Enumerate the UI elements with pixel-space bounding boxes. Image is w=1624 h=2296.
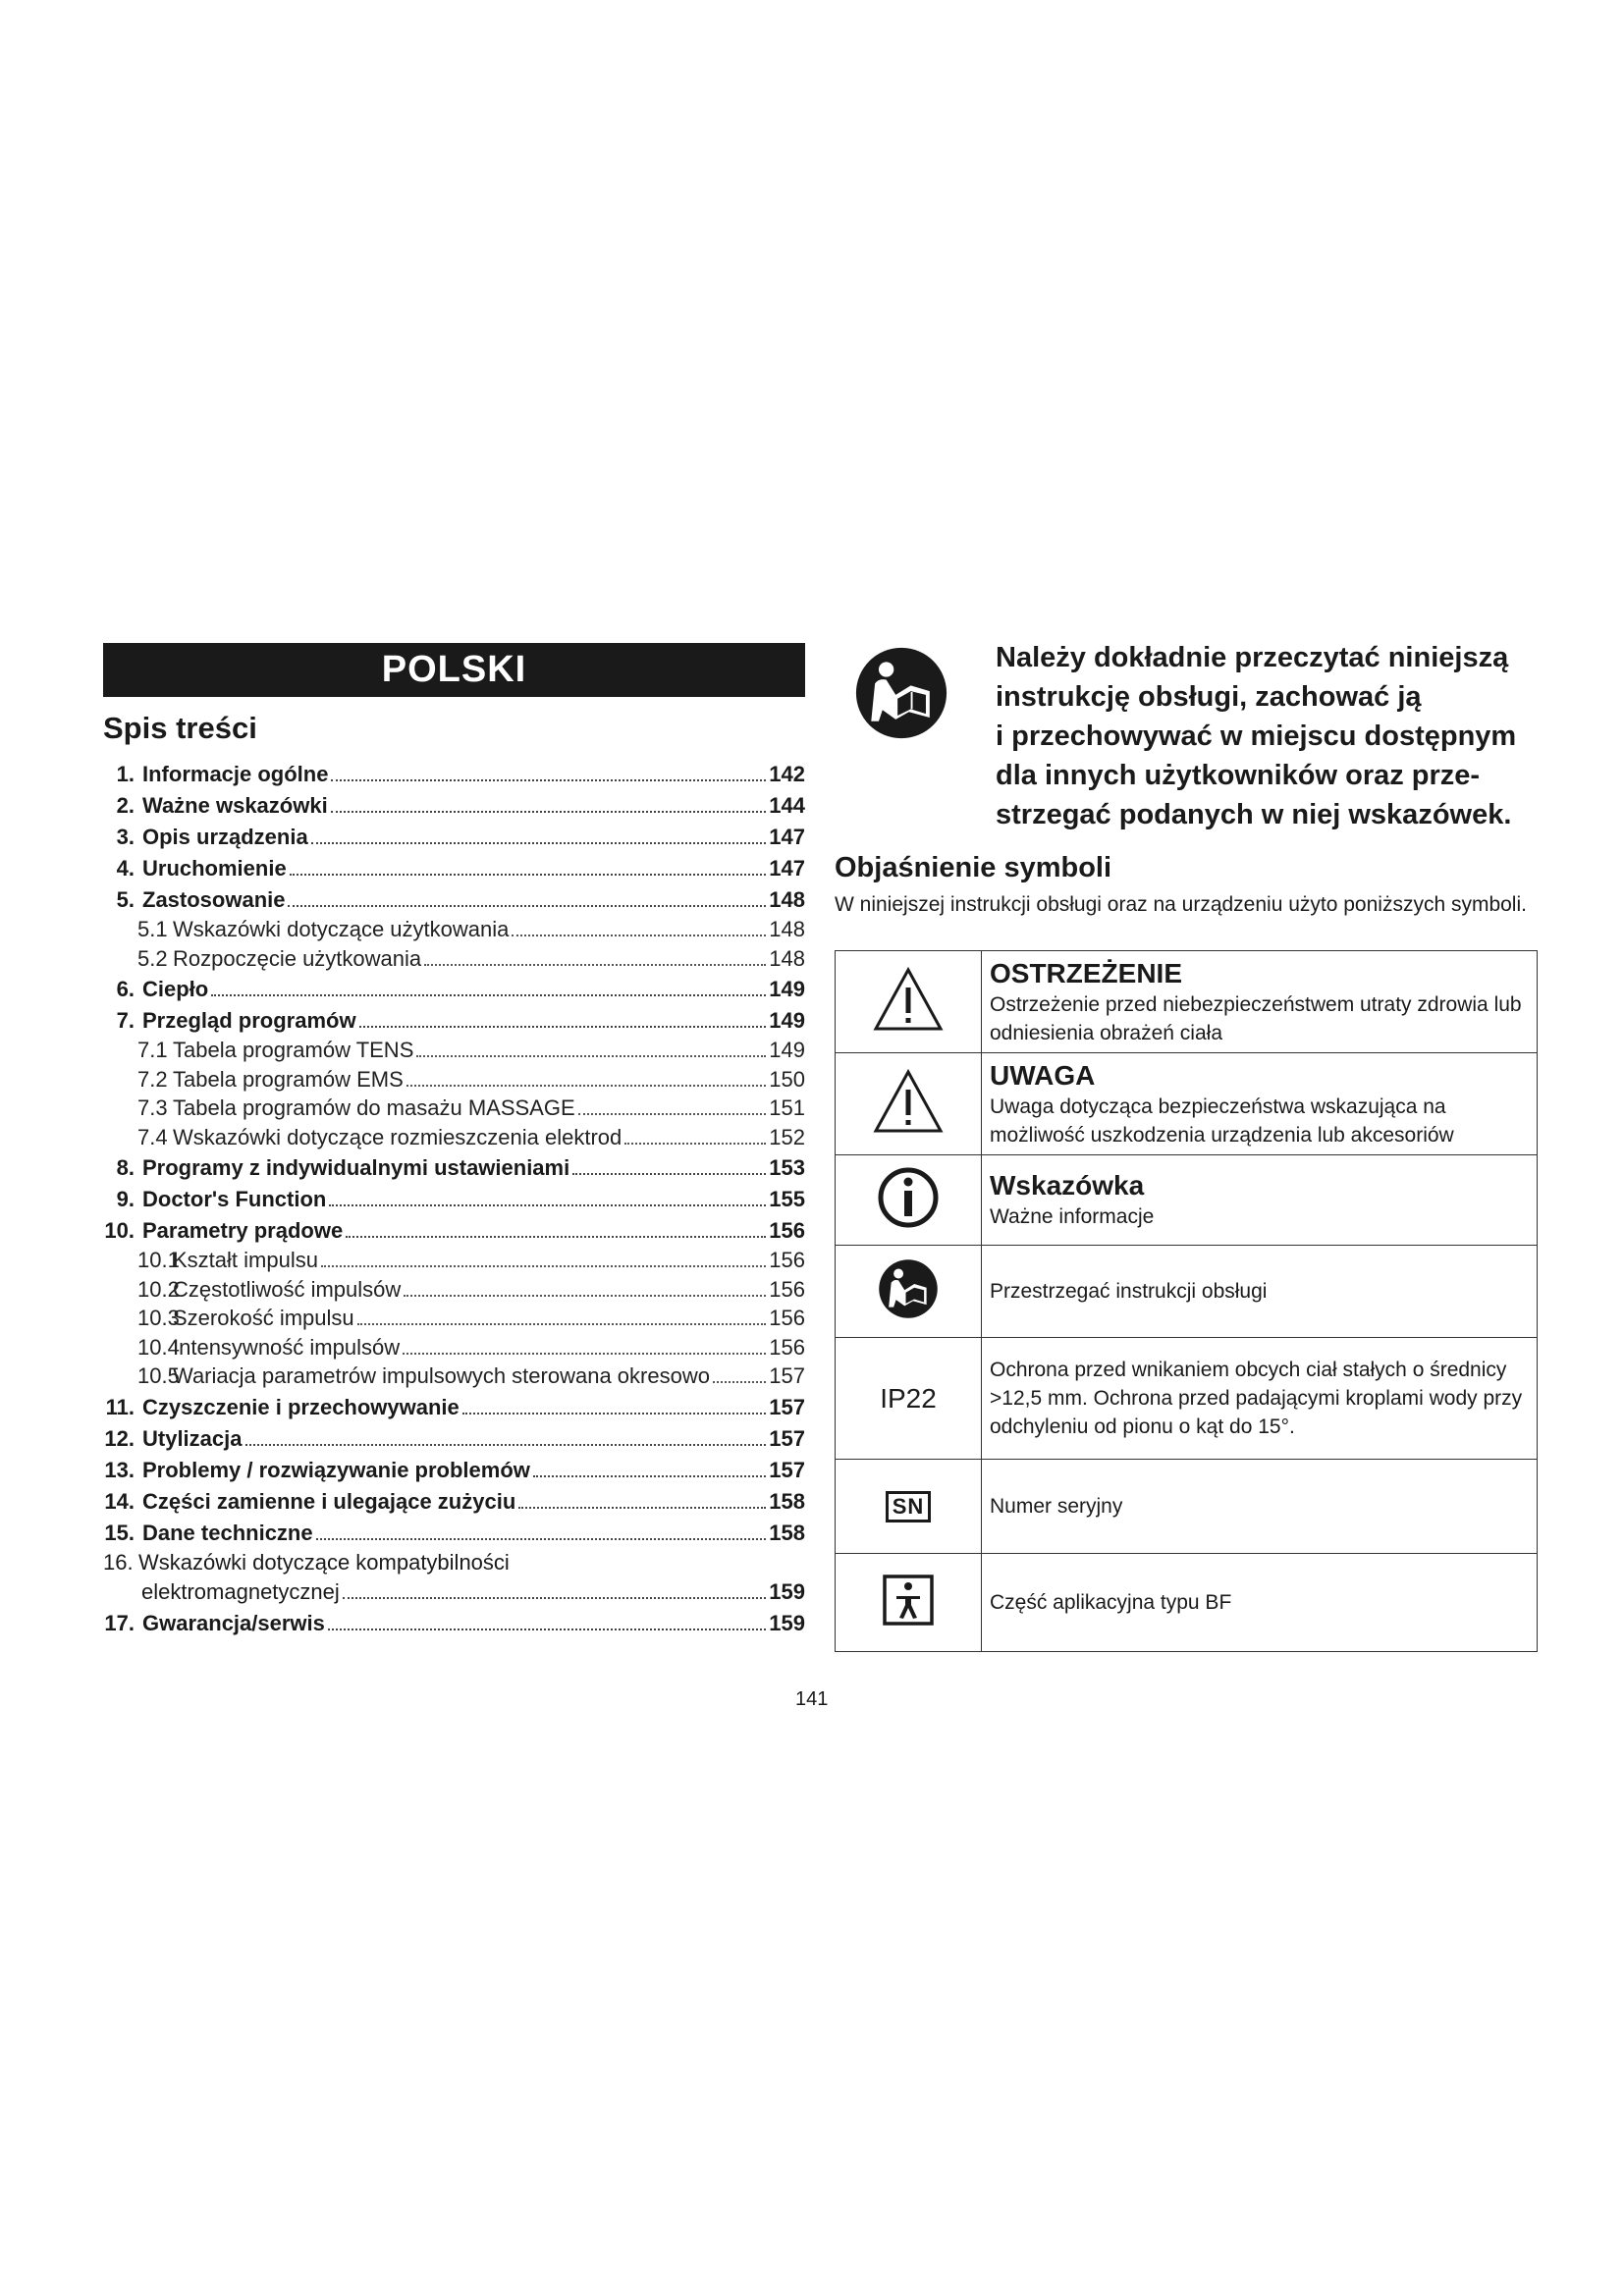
- read-manual-icon: [878, 1258, 939, 1319]
- symbol-text: Ostrzeżenie przed niebezpieczeństwem utraty zdrowia lub odniesienia obrażeń ciała: [990, 992, 1522, 1044]
- toc-page: 158: [769, 1488, 805, 1514]
- symbol-row: [836, 1338, 1538, 1460]
- toc-label: Uruchomienie: [142, 856, 287, 881]
- toc-item: [103, 760, 805, 789]
- toc-page: 157: [769, 1363, 805, 1388]
- toc-item: [103, 1216, 805, 1246]
- toc-item: [103, 885, 805, 915]
- toc-number: 7.: [116, 1008, 135, 1033]
- symbol-text: Ważne informacje: [990, 1205, 1155, 1228]
- warning-triangle-icon: [873, 966, 944, 1033]
- toc-item: [103, 1153, 805, 1183]
- toc-page: 142: [769, 762, 805, 786]
- toc-number: 8.: [116, 1155, 135, 1180]
- symbol-row: [836, 1554, 1538, 1652]
- toc-number: 10.4: [137, 1334, 180, 1360]
- intro-line: instrukcję obsługi, zachować ją: [996, 681, 1422, 713]
- toc-line: [103, 1548, 805, 1577]
- symbol-text: Ochrona przed wnikaniem obcych ciał stałych o średnicy >12,5 mm. Ochrona przed padającymi kroplami wody przy odchyleniu od pionu o kąt do 15°.: [990, 1359, 1523, 1438]
- toc-number: 6.: [116, 977, 135, 1001]
- toc-number: 14.: [104, 1488, 135, 1514]
- toc-leader-dots: [359, 1026, 767, 1028]
- toc-page: 148: [769, 945, 805, 971]
- toc-number: 15.: [104, 1520, 135, 1545]
- toc-leader-dots: [245, 1444, 767, 1446]
- toc-label: Dane techniczne: [142, 1520, 313, 1545]
- page-number: 141: [795, 1688, 829, 1710]
- toc-leader-dots: [211, 994, 766, 996]
- toc-label: Części zamienne i ulegające zużyciu: [142, 1488, 516, 1514]
- toc-leader-dots: [290, 874, 767, 876]
- toc-leader-dots: [343, 1597, 767, 1599]
- symbol-row: [836, 1053, 1538, 1155]
- toc-page: 156: [769, 1248, 805, 1272]
- toc-item: [103, 1275, 805, 1305]
- toc-item: [103, 1393, 805, 1422]
- toc-item: [103, 1185, 805, 1214]
- toc-page: 153: [769, 1155, 805, 1180]
- toc-item: [103, 1519, 805, 1548]
- toc-leader-dots: [346, 1236, 766, 1238]
- left-column: [103, 643, 805, 1638]
- toc-page: 149: [769, 977, 805, 1001]
- toc-page: 144: [769, 793, 805, 818]
- toc-page: 158: [769, 1520, 805, 1545]
- toc-label: Wariacja parametrów impulsowych sterowana okresowo: [173, 1363, 710, 1388]
- toc-page: 147: [769, 856, 805, 881]
- toc-number: 10.2: [137, 1276, 180, 1302]
- toc-item: [103, 1304, 805, 1333]
- toc-leader-dots: [624, 1143, 766, 1145]
- symbols-description: W niniejszej instrukcji obsługi oraz na urządzeniu użyto poniższych symboli.: [835, 893, 1527, 916]
- toc-leader-dots: [713, 1381, 766, 1383]
- toc-number: 7.3: [137, 1095, 168, 1120]
- toc-leader-dots: [357, 1323, 767, 1325]
- toc-label: Częstotliwość impulsów: [173, 1276, 402, 1302]
- symbol-row: [836, 1460, 1538, 1554]
- toc-page: 149: [769, 1008, 805, 1033]
- symbols-table: [835, 950, 1538, 1652]
- toc-leader-dots: [572, 1173, 766, 1175]
- toc-leader-dots: [533, 1475, 766, 1477]
- toc-number: 7.4: [137, 1124, 168, 1149]
- toc-item: [103, 854, 805, 883]
- toc-label: Zastosowanie: [142, 887, 286, 912]
- toc-label: Wskazówki dotyczące rozmieszczenia elektrod: [173, 1124, 623, 1149]
- intro-text: [996, 638, 1516, 834]
- toc-leader-dots: [424, 964, 766, 966]
- toc-item: [103, 1006, 805, 1036]
- toc-item: [103, 823, 805, 852]
- toc-item: [103, 1094, 805, 1123]
- toc-page: 157: [769, 1394, 805, 1419]
- toc-number: 3.: [116, 825, 135, 849]
- toc-leader-dots: [518, 1507, 766, 1509]
- symbol-heading: UWAGA: [990, 1059, 1096, 1091]
- toc-title: Spis treści: [103, 711, 257, 745]
- toc-label: Ważne wskazówki: [142, 793, 328, 818]
- toc-number: 16.: [103, 1549, 134, 1575]
- toc-page: 147: [769, 825, 805, 849]
- toc-label: Rozpoczęcie użytkowania: [173, 945, 422, 971]
- toc-page: 151: [769, 1095, 805, 1120]
- toc-number: 5.2: [137, 945, 168, 971]
- toc-leader-dots: [406, 1085, 767, 1087]
- toc-label: Intensywność impulsów: [173, 1334, 401, 1360]
- toc-label: Wskazówki dotyczące użytkowania: [173, 917, 510, 941]
- toc-leader-dots: [328, 1629, 766, 1630]
- toc-number: 1.: [116, 762, 135, 786]
- intro-line: dla innych użytkowników oraz prze-: [996, 760, 1481, 791]
- toc-line: [103, 1577, 805, 1607]
- intro-line: i przechowywać w miejscu dostępnym: [996, 721, 1517, 752]
- toc-leader-dots: [512, 934, 766, 936]
- language-banner: POLSKI: [103, 643, 805, 697]
- toc-item: [103, 1333, 805, 1362]
- toc-label: Programy z indywidualnymi ustawieniami: [142, 1155, 570, 1180]
- toc-leader-dots: [403, 1353, 766, 1355]
- toc-label: Tabela programów EMS: [173, 1066, 404, 1092]
- toc-number: 10.1: [137, 1248, 180, 1272]
- toc-item: [103, 975, 805, 1004]
- toc-label: Doctor's Function: [142, 1187, 327, 1211]
- toc-label: Czyszczenie i przechowywanie: [142, 1394, 460, 1419]
- toc-page: 148: [769, 887, 805, 912]
- toc-item: [103, 791, 805, 821]
- toc-label: Wskazówki dotyczące kompatybilności: [138, 1549, 510, 1575]
- toc-page: 148: [769, 917, 805, 941]
- toc-label: Tabela programów do masażu MASSAGE: [173, 1095, 575, 1120]
- toc-item: [103, 1548, 805, 1607]
- toc-page: 149: [769, 1038, 805, 1062]
- type-bf-applied-part-icon: [883, 1575, 934, 1626]
- toc-label: elektromagnetycznej: [141, 1578, 340, 1604]
- toc-item: [103, 1123, 805, 1152]
- toc-label: Utylizacja: [142, 1425, 243, 1451]
- toc-leader-dots: [321, 1265, 766, 1267]
- toc-item: [103, 1036, 805, 1065]
- intro-line: Należy dokładnie przeczytać niniejszą: [996, 642, 1509, 673]
- right-column: [835, 638, 1537, 1652]
- toc-page: 156: [769, 1306, 805, 1330]
- toc-page: 157: [769, 1457, 805, 1482]
- toc-item: [103, 944, 805, 974]
- toc-label: Problemy / rozwiązywanie problemów: [142, 1457, 530, 1482]
- toc-leader-dots: [331, 779, 766, 781]
- toc-item: [103, 1487, 805, 1517]
- toc-number: 5.: [116, 887, 135, 912]
- toc-item: [103, 1246, 805, 1275]
- toc-leader-dots: [462, 1413, 767, 1415]
- toc-label: Parametry prądowe: [142, 1218, 344, 1243]
- info-icon: [878, 1167, 939, 1228]
- toc-number: 10.: [104, 1218, 135, 1243]
- toc-leader-dots: [329, 1204, 766, 1206]
- toc-leader-dots: [316, 1538, 767, 1540]
- toc-page: 156: [769, 1218, 805, 1243]
- symbol-row: [836, 951, 1538, 1053]
- toc-number: 7.2: [137, 1066, 168, 1092]
- toc-number: 10.3: [137, 1306, 180, 1330]
- toc-number: 2.: [116, 793, 135, 818]
- toc-item: [103, 1609, 805, 1638]
- toc-label: Przegląd programów: [142, 1008, 356, 1033]
- symbol-heading: Wskazówka: [990, 1170, 1145, 1201]
- read-manual-icon: [854, 646, 948, 740]
- symbol-row: [836, 1246, 1538, 1338]
- toc-leader-dots: [578, 1113, 767, 1115]
- ip22-label: IP22: [880, 1382, 937, 1414]
- toc-leader-dots: [416, 1055, 766, 1057]
- toc-number: 10.5: [137, 1363, 180, 1388]
- toc-page: 159: [769, 1610, 805, 1635]
- toc-item: [103, 1456, 805, 1485]
- toc-label: Opis urządzenia: [142, 825, 308, 849]
- toc-number: 11.: [105, 1394, 135, 1419]
- toc-label: Tabela programów TENS: [173, 1038, 414, 1062]
- intro-line: strzegać podanych w niej wskazówek.: [996, 799, 1512, 830]
- toc-leader-dots: [404, 1295, 766, 1297]
- toc-page: 157: [769, 1425, 805, 1451]
- toc-item: [103, 915, 805, 944]
- table-of-contents: [103, 760, 805, 1638]
- toc-number: 13.: [104, 1457, 135, 1482]
- toc-label: Ciepło: [142, 977, 209, 1001]
- toc-page: 152: [769, 1124, 805, 1149]
- caution-triangle-icon: [873, 1068, 944, 1135]
- toc-number: 9.: [116, 1187, 135, 1211]
- symbol-heading: OSTRZEŻENIE: [990, 957, 1183, 988]
- toc-page: 156: [769, 1334, 805, 1360]
- symbol-text: Uwaga dotycząca bezpieczeństwa wskazująca na możliwość uszkodzenia urządzenia lub akcesoriów: [990, 1095, 1454, 1147]
- toc-number: 7.1: [137, 1038, 168, 1062]
- toc-leader-dots: [288, 905, 766, 907]
- toc-item: [103, 1424, 805, 1454]
- toc-label: Informacje ogólne: [142, 762, 329, 786]
- toc-number: 17.: [104, 1610, 135, 1635]
- toc-page: 150: [769, 1066, 805, 1092]
- toc-number: 4.: [116, 856, 135, 881]
- symbol-text: Część aplikacyjna typu BF: [990, 1591, 1232, 1614]
- toc-label: Gwarancja/serwis: [142, 1610, 325, 1635]
- toc-item: [103, 1065, 805, 1095]
- toc-label: Szerokość impulsu: [173, 1306, 354, 1330]
- symbol-row: [836, 1155, 1538, 1246]
- sn-icon: SN: [886, 1491, 932, 1522]
- symbol-text: Numer seryjny: [990, 1495, 1123, 1518]
- toc-page: 159: [769, 1578, 805, 1604]
- toc-page: 155: [769, 1187, 805, 1211]
- toc-leader-dots: [331, 811, 767, 813]
- toc-leader-dots: [311, 842, 767, 844]
- toc-number: 12.: [104, 1425, 135, 1451]
- toc-number: 5.1: [137, 917, 168, 941]
- toc-label: Kształt impulsu: [173, 1248, 318, 1272]
- toc-item: [103, 1362, 805, 1391]
- intro-notice: [835, 638, 1537, 834]
- symbol-text: Przestrzegać instrukcji obsługi: [990, 1280, 1268, 1303]
- toc-page: 156: [769, 1276, 805, 1302]
- symbols-title: Objaśnienie symboli: [835, 852, 1112, 883]
